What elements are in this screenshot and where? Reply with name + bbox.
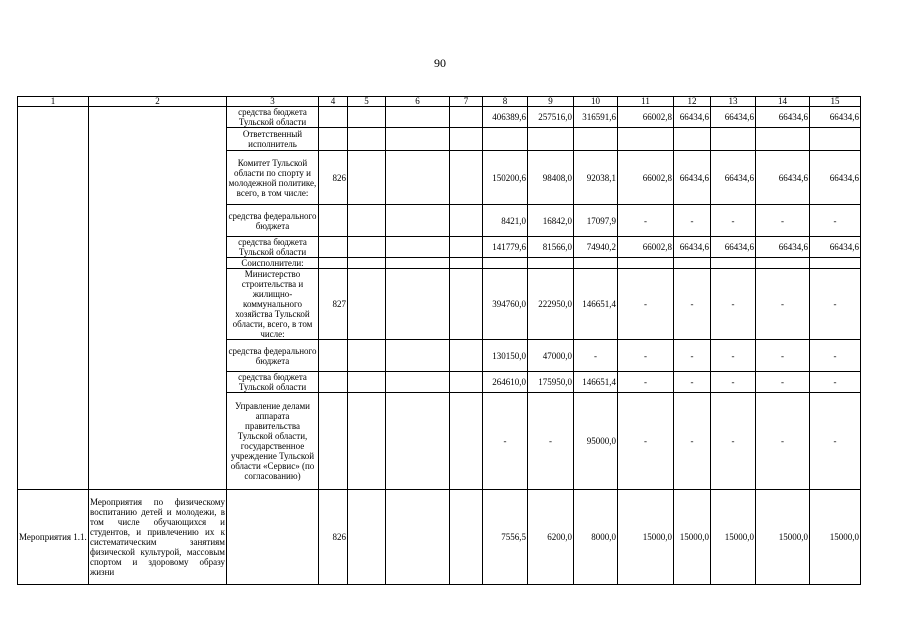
value-cell: 66434,6 [711, 237, 756, 258]
empty-cell [450, 340, 483, 372]
source-cell: Управление делами аппарата правительства Тульской области, государственное учреждение Тульской области «Сервис» (по согласованию) [227, 393, 319, 490]
header-cell: 5 [348, 97, 386, 107]
value-cell [756, 258, 810, 269]
code-cell [319, 107, 348, 128]
empty-cell [386, 151, 450, 205]
empty-cell [450, 372, 483, 393]
value-cell: 257516,0 [528, 107, 574, 128]
header-cell: 11 [618, 97, 674, 107]
value-cell: 15000,0 [711, 490, 756, 585]
code-cell [319, 372, 348, 393]
value-cell [756, 128, 810, 151]
value-cell [574, 258, 618, 269]
empty-cell [450, 205, 483, 237]
code-cell: 826 [319, 151, 348, 205]
empty-cell [348, 393, 386, 490]
empty-cell [450, 237, 483, 258]
header-cell: 3 [227, 97, 319, 107]
table-row [18, 107, 861, 128]
merged-cell-col1 [18, 107, 89, 490]
value-cell: - [528, 393, 574, 490]
empty-cell [386, 107, 450, 128]
empty-cell [348, 372, 386, 393]
value-cell: 66434,6 [674, 237, 711, 258]
empty-cell [348, 340, 386, 372]
header-cell: 15 [810, 97, 861, 107]
value-cell: - [711, 393, 756, 490]
value-cell: - [810, 372, 861, 393]
value-cell: - [711, 205, 756, 237]
empty-cell [348, 490, 386, 585]
code-cell: 826 [319, 490, 348, 585]
value-cell: - [618, 269, 674, 340]
value-cell: 15000,0 [618, 490, 674, 585]
empty-cell [450, 151, 483, 205]
value-cell: 66434,6 [756, 237, 810, 258]
value-cell: 98408,0 [528, 151, 574, 205]
value-cell: 66002,8 [618, 107, 674, 128]
empty-cell [348, 269, 386, 340]
value-cell: - [756, 269, 810, 340]
value-cell: 150200,6 [483, 151, 528, 205]
header-row [18, 97, 861, 107]
value-cell: 146651,4 [574, 372, 618, 393]
value-cell [711, 128, 756, 151]
empty-cell [386, 393, 450, 490]
empty-cell [348, 237, 386, 258]
value-cell: 406389,6 [483, 107, 528, 128]
page-number: 90 [434, 56, 446, 70]
value-cell: 66434,6 [810, 237, 861, 258]
value-cell: 146651,4 [574, 269, 618, 340]
value-cell: - [756, 393, 810, 490]
header-cell: 2 [89, 97, 227, 107]
value-cell: - [483, 393, 528, 490]
value-cell: - [711, 372, 756, 393]
empty-cell [450, 269, 483, 340]
value-cell: - [756, 372, 810, 393]
value-cell: 394760,0 [483, 269, 528, 340]
source-cell: Министерство строительства и жилищно-коммунального хозяйства Тульской области, всего, в том числе: [227, 269, 319, 340]
source-cell: Комитет Тульской области по спорту и молодежной политике, всего, в том числе: [227, 151, 319, 205]
value-cell: - [618, 340, 674, 372]
table-row [18, 490, 861, 585]
value-cell: 8421,0 [483, 205, 528, 237]
source-cell: Соисполнители: [227, 258, 319, 269]
empty-cell [450, 258, 483, 269]
empty-cell [386, 340, 450, 372]
header-cell: 7 [450, 97, 483, 107]
source-cell: средства бюджета Тульской области [227, 237, 319, 258]
value-cell [574, 128, 618, 151]
empty-cell [450, 393, 483, 490]
header-cell: 12 [674, 97, 711, 107]
value-cell: 16842,0 [528, 205, 574, 237]
value-cell: 74940,2 [574, 237, 618, 258]
value-cell: 222950,0 [528, 269, 574, 340]
value-cell: 175950,0 [528, 372, 574, 393]
value-cell: - [674, 340, 711, 372]
activity-number-cell: Мероприятия 1.1. [18, 490, 89, 585]
value-cell: 66434,6 [810, 107, 861, 128]
empty-cell [386, 258, 450, 269]
code-cell [319, 258, 348, 269]
value-cell: - [618, 372, 674, 393]
value-cell: 316591,6 [574, 107, 618, 128]
value-cell: 8000,0 [574, 490, 618, 585]
value-cell: 15000,0 [756, 490, 810, 585]
value-cell: - [810, 205, 861, 237]
merged-cell-col2 [89, 107, 227, 490]
source-cell: средства федерального бюджета [227, 340, 319, 372]
empty-cell [348, 205, 386, 237]
value-cell: 66434,6 [756, 151, 810, 205]
value-cell: 15000,0 [810, 490, 861, 585]
header-cell: 1 [18, 97, 89, 107]
header-cell: 10 [574, 97, 618, 107]
value-cell: 66434,6 [756, 107, 810, 128]
code-cell [319, 340, 348, 372]
value-cell: 47000,0 [528, 340, 574, 372]
value-cell [674, 258, 711, 269]
empty-cell [450, 490, 483, 585]
empty-cell [386, 269, 450, 340]
code-cell [319, 237, 348, 258]
budget-table [17, 96, 861, 585]
value-cell: 6200,0 [528, 490, 574, 585]
code-cell: 827 [319, 269, 348, 340]
value-cell: - [711, 340, 756, 372]
value-cell [810, 128, 861, 151]
value-cell: 66002,8 [618, 151, 674, 205]
value-cell: - [674, 372, 711, 393]
header-cell: 6 [386, 97, 450, 107]
value-cell [618, 258, 674, 269]
header-cell: 13 [711, 97, 756, 107]
empty-cell [386, 372, 450, 393]
value-cell [528, 258, 574, 269]
code-cell [319, 393, 348, 490]
value-cell: 81566,0 [528, 237, 574, 258]
source-cell: средства бюджета Тульской области [227, 107, 319, 128]
value-cell: 15000,0 [674, 490, 711, 585]
empty-cell [348, 151, 386, 205]
value-cell: 66002,8 [618, 237, 674, 258]
value-cell: 92038,1 [574, 151, 618, 205]
value-cell: - [711, 269, 756, 340]
value-cell: 17097,9 [574, 205, 618, 237]
value-cell: 66434,6 [810, 151, 861, 205]
value-cell [483, 128, 528, 151]
header-cell: 9 [528, 97, 574, 107]
code-cell [319, 128, 348, 151]
value-cell: - [674, 393, 711, 490]
value-cell [810, 258, 861, 269]
value-cell: 66434,6 [674, 107, 711, 128]
source-cell: Ответственный исполнитель [227, 128, 319, 151]
value-cell [711, 258, 756, 269]
code-cell [319, 205, 348, 237]
value-cell [483, 258, 528, 269]
value-cell: - [674, 269, 711, 340]
empty-cell [386, 128, 450, 151]
value-cell: 7556,5 [483, 490, 528, 585]
value-cell: - [756, 205, 810, 237]
empty-cell [386, 205, 450, 237]
empty-cell [348, 128, 386, 151]
value-cell: - [810, 269, 861, 340]
empty-cell [348, 107, 386, 128]
header-cell: 8 [483, 97, 528, 107]
value-cell: 264610,0 [483, 372, 528, 393]
header-cell: 14 [756, 97, 810, 107]
source-cell: средства бюджета Тульской области [227, 372, 319, 393]
value-cell: - [810, 393, 861, 490]
value-cell: - [756, 340, 810, 372]
value-cell: - [810, 340, 861, 372]
header-cell: 4 [319, 97, 348, 107]
empty-cell [348, 258, 386, 269]
source-cell [227, 490, 319, 585]
value-cell: 95000,0 [574, 393, 618, 490]
value-cell: - [574, 340, 618, 372]
value-cell [528, 128, 574, 151]
source-cell: средства федерального бюджета [227, 205, 319, 237]
empty-cell [386, 237, 450, 258]
value-cell: 141779,6 [483, 237, 528, 258]
value-cell: 66434,6 [711, 151, 756, 205]
value-cell [674, 128, 711, 151]
value-cell: 66434,6 [674, 151, 711, 205]
value-cell: - [618, 205, 674, 237]
activity-description-cell: Мероприятия по физическому воспитанию детей и молодежи, в том числе обучающихся и студентов, и привлечению их к систематическим занятиям физической культурой, массовым спортом и здоровому образу жизни [89, 490, 227, 585]
value-cell: - [618, 393, 674, 490]
empty-cell [450, 128, 483, 151]
value-cell: 130150,0 [483, 340, 528, 372]
empty-cell [386, 490, 450, 585]
value-cell [618, 128, 674, 151]
value-cell: 66434,6 [711, 107, 756, 128]
empty-cell [450, 107, 483, 128]
value-cell: - [674, 205, 711, 237]
